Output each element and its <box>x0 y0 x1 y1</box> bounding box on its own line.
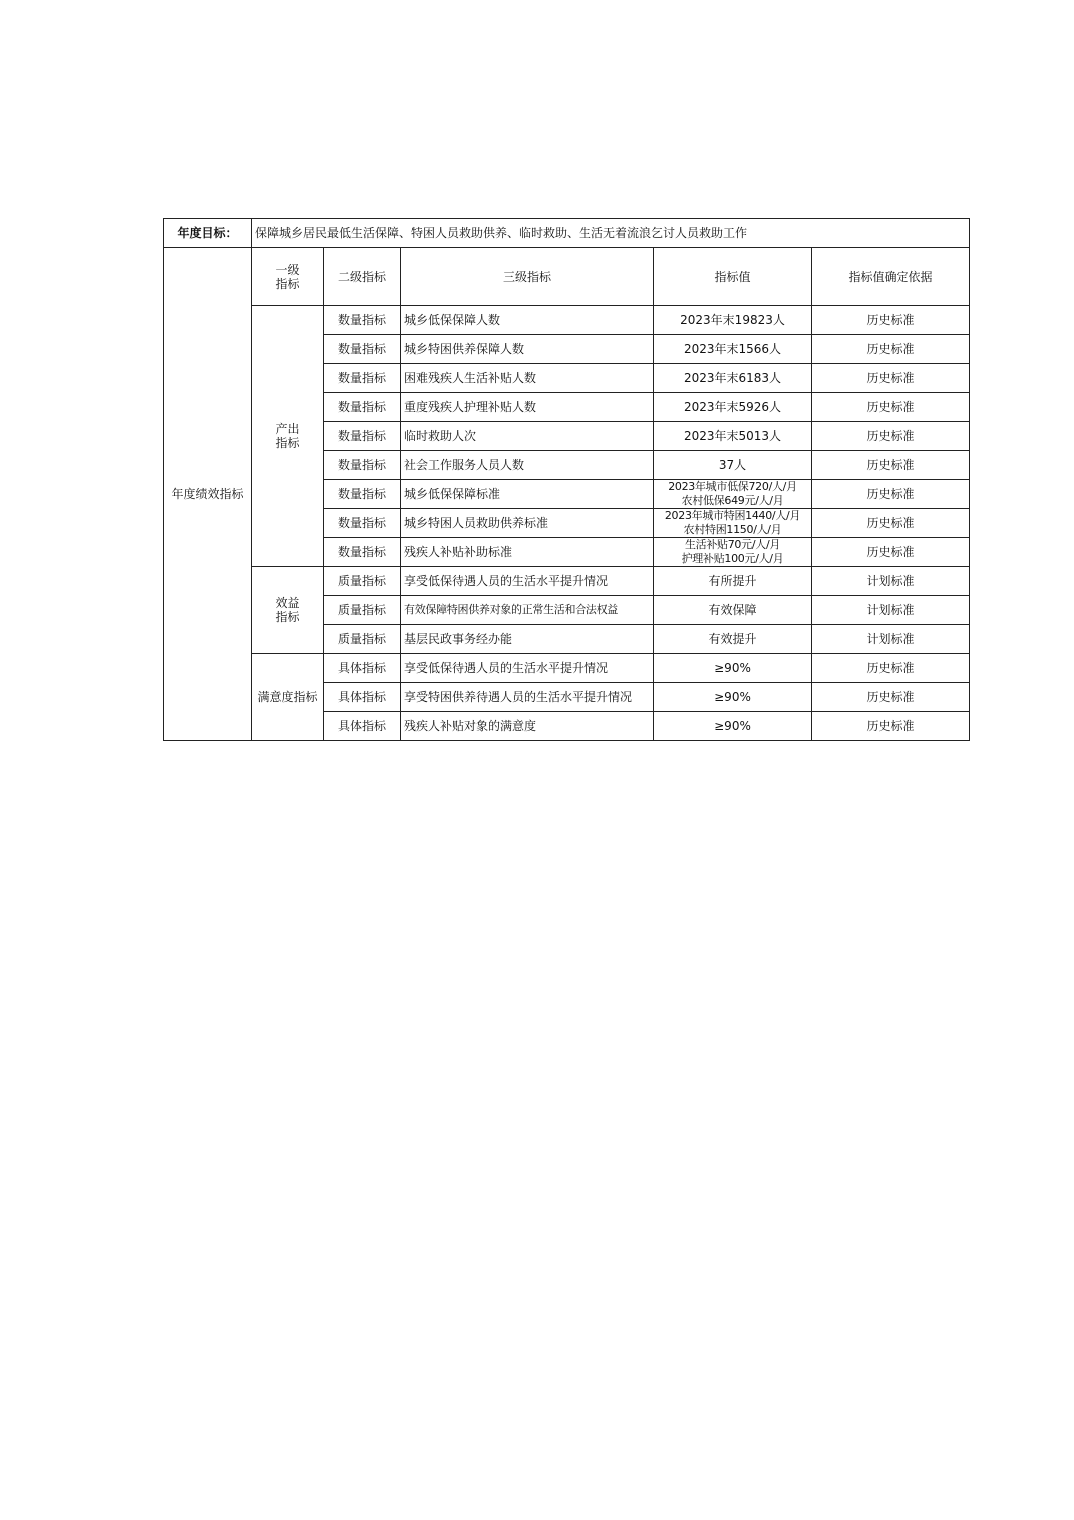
row-basis: 历史标准 <box>812 509 970 538</box>
row-level3: 基层民政事务经办能 <box>401 625 654 654</box>
row-value-line1: 生活补贴70元/人/月 <box>684 538 781 551</box>
goal-row <box>164 219 970 248</box>
row-level2: 数量指标 <box>324 335 401 364</box>
row-level3: 残疾人补贴对象的满意度 <box>401 712 654 741</box>
row-level2: 数量指标 <box>324 306 401 335</box>
row-basis: 历史标准 <box>812 451 970 480</box>
table-row <box>164 567 970 596</box>
row-basis: 历史标准 <box>812 364 970 393</box>
goal-text: 保障城乡居民最低生活保障、特困人员救助供养、临时救助、生活无着流浪乞讨人员救助工作 <box>252 219 970 248</box>
table-row <box>164 654 970 683</box>
row-basis: 计划标准 <box>812 567 970 596</box>
header-level3: 三级指标 <box>401 248 654 306</box>
row-basis: 历史标准 <box>812 393 970 422</box>
row-level2: 数量指标 <box>324 393 401 422</box>
row-value: ≥90% <box>654 712 812 741</box>
row-value <box>654 509 812 538</box>
row-level3: 社会工作服务人员人数 <box>401 451 654 480</box>
row-basis: 历史标准 <box>812 480 970 509</box>
row-level2: 数量指标 <box>324 538 401 567</box>
row-level3: 重度残疾人护理补贴人数 <box>401 393 654 422</box>
group-benefit <box>252 567 324 654</box>
row-value: 有效提升 <box>654 625 812 654</box>
row-basis: 历史标准 <box>812 654 970 683</box>
row-basis: 历史标准 <box>812 335 970 364</box>
section-label: 年度绩效指标 <box>164 248 252 741</box>
row-value-line1: 2023年城市低保720/人/月 <box>668 480 797 493</box>
row-level3: 有效保障特困供养对象的正常生活和合法权益 <box>401 596 654 625</box>
row-value-line2: 护理补贴100元/人/月 <box>681 552 784 565</box>
row-value: 有所提升 <box>654 567 812 596</box>
row-level3: 城乡特困人员救助供养标准 <box>401 509 654 538</box>
row-value: ≥90% <box>654 654 812 683</box>
row-value: 2023年末5013人 <box>654 422 812 451</box>
row-value: 2023年末5926人 <box>654 393 812 422</box>
row-level2: 具体指标 <box>324 712 401 741</box>
row-level2: 数量指标 <box>324 480 401 509</box>
header-basis: 指标值确定依据 <box>812 248 970 306</box>
row-level3: 城乡特困供养保障人数 <box>401 335 654 364</box>
row-level2: 数量指标 <box>324 364 401 393</box>
group-output-line2: 指标 <box>275 436 300 450</box>
row-basis: 计划标准 <box>812 625 970 654</box>
row-value <box>654 480 812 509</box>
row-value-line2: 农村特困1150/人/月 <box>683 523 782 536</box>
group-satisfaction: 满意度指标 <box>252 654 324 741</box>
row-basis: 历史标准 <box>812 538 970 567</box>
row-level2: 具体指标 <box>324 683 401 712</box>
header-level2: 二级指标 <box>324 248 401 306</box>
row-level3: 残疾人补贴补助标准 <box>401 538 654 567</box>
row-level2: 数量指标 <box>324 509 401 538</box>
row-level2: 具体指标 <box>324 654 401 683</box>
row-level2: 数量指标 <box>324 451 401 480</box>
header-row <box>164 248 970 306</box>
row-level3: 享受低保待遇人员的生活水平提升情况 <box>401 654 654 683</box>
table-row <box>164 306 970 335</box>
row-value: 2023年末19823人 <box>654 306 812 335</box>
row-value: 2023年末1566人 <box>654 335 812 364</box>
row-level3: 城乡低保保障人数 <box>401 306 654 335</box>
row-basis: 历史标准 <box>812 683 970 712</box>
header-value: 指标值 <box>654 248 812 306</box>
row-level3: 临时救助人次 <box>401 422 654 451</box>
row-value: ≥90% <box>654 683 812 712</box>
header-level1 <box>252 248 324 306</box>
row-value <box>654 538 812 567</box>
row-basis: 历史标准 <box>812 422 970 451</box>
row-level3: 享受低保待遇人员的生活水平提升情况 <box>401 567 654 596</box>
row-level3: 城乡低保保障标准 <box>401 480 654 509</box>
row-level3: 享受特困供养待遇人员的生活水平提升情况 <box>401 683 654 712</box>
row-level2: 质量指标 <box>324 596 401 625</box>
row-value: 37人 <box>654 451 812 480</box>
row-value: 2023年末6183人 <box>654 364 812 393</box>
row-level3: 困难残疾人生活补贴人数 <box>401 364 654 393</box>
goal-label: 年度目标： <box>164 219 252 248</box>
group-output <box>252 306 324 567</box>
row-level2: 质量指标 <box>324 567 401 596</box>
row-basis: 计划标准 <box>812 596 970 625</box>
row-value: 有效保障 <box>654 596 812 625</box>
group-output-line1: 产出 <box>275 422 300 436</box>
row-value-line2: 农村低保649元/人/月 <box>681 494 784 507</box>
group-benefit-line2: 指标 <box>275 610 300 624</box>
row-value-line1: 2023年城市特困1440/人/月 <box>664 509 801 522</box>
row-level2: 数量指标 <box>324 422 401 451</box>
header-level1-line2: 指标 <box>275 276 300 291</box>
row-basis: 历史标准 <box>812 712 970 741</box>
group-benefit-line1: 效益 <box>275 596 300 610</box>
row-basis: 历史标准 <box>812 306 970 335</box>
row-level2: 质量指标 <box>324 625 401 654</box>
header-level1-line1: 一级 <box>275 262 300 277</box>
performance-table <box>163 218 970 741</box>
